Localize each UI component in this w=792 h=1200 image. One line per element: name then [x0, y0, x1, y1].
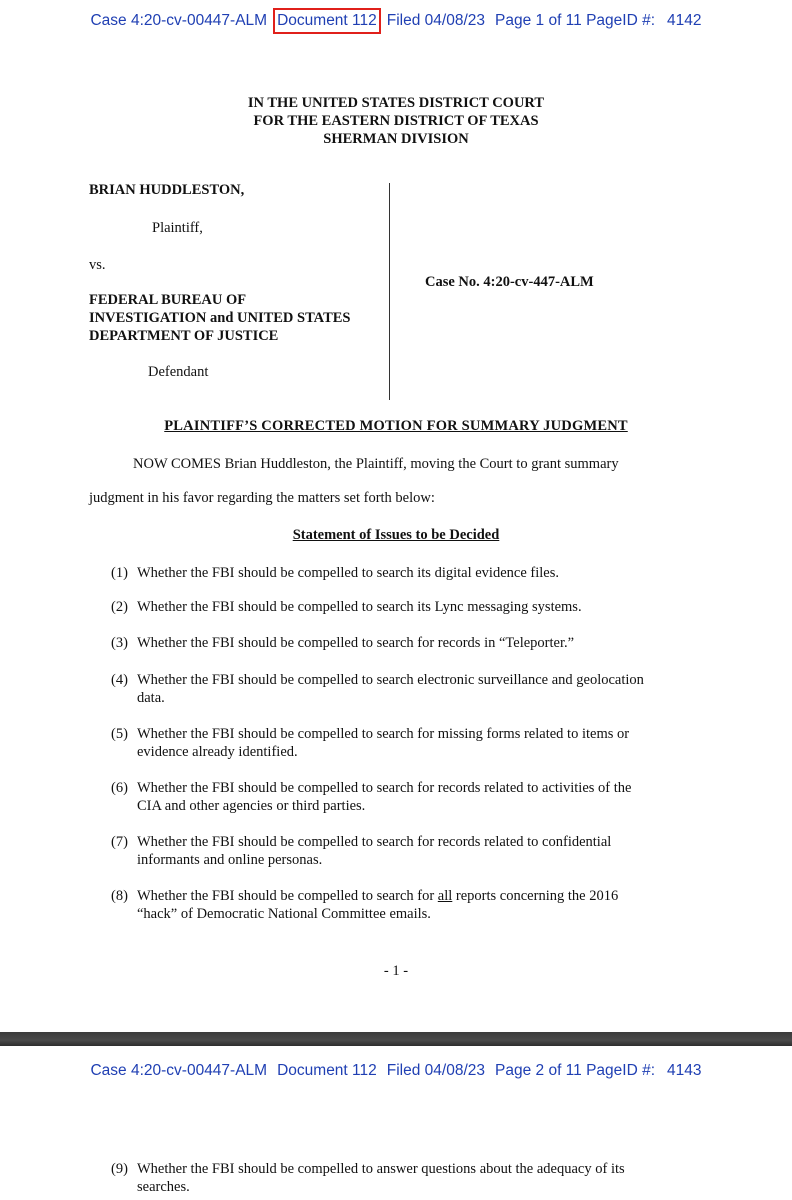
- issue-text-line-2: “hack” of Democratic National Committee emails.: [137, 906, 431, 922]
- issue-number: (7): [111, 834, 128, 850]
- intro-line-2: judgment in his favor regarding the matters set forth below:: [89, 490, 435, 506]
- issue-number: (4): [111, 672, 128, 688]
- issue-2: [111, 598, 711, 616]
- defendant-role: Defendant: [148, 364, 209, 380]
- issue-9: [111, 1160, 711, 1196]
- plaintiff-role: Plaintiff,: [152, 220, 203, 236]
- issue-text-line-1: Whether the FBI should be compelled to search for records related to confidential: [137, 834, 612, 850]
- ecf-header: [0, 1062, 792, 1080]
- issue-text: Whether the FBI should be compelled to search its digital evidence files.: [137, 565, 559, 581]
- issue-7: [111, 833, 711, 869]
- defendant-line-3: DEPARTMENT OF JUSTICE: [89, 328, 279, 344]
- issue-text-line-2: informants and online personas.: [137, 852, 323, 868]
- section-heading: Statement of Issues to be Decided: [292, 527, 500, 543]
- page-count: Page 2 of 11: [495, 1062, 582, 1079]
- issue-text: Whether the FBI should be compelled to search its Lync messaging systems.: [137, 599, 582, 615]
- case-number-header: Case 4:20-cv-00447-ALM: [90, 12, 268, 29]
- page-separator: [0, 1032, 792, 1046]
- issue-number: (1): [111, 565, 128, 581]
- issue-number: (2): [111, 599, 128, 615]
- case-number-header: Case 4:20-cv-00447-ALM: [90, 1062, 268, 1079]
- defendant-line-1: FEDERAL BUREAU OF: [89, 292, 247, 308]
- court-line-3: SHERMAN DIVISION: [323, 131, 469, 147]
- issue-text-line-1: Whether the FBI should be compelled to search for missing forms related to items or: [137, 726, 630, 742]
- pageid-value: 4142: [667, 12, 702, 29]
- document-number-highlighted: Document 112: [277, 12, 377, 29]
- issue-text-line-2: evidence already identified.: [137, 744, 298, 760]
- ecf-header: [0, 12, 792, 30]
- issue-number: (8): [111, 888, 128, 904]
- document-page-2: [0, 1046, 792, 1200]
- issue-number: (6): [111, 780, 128, 796]
- court-heading: [0, 94, 792, 148]
- issue-text-underlined: all: [437, 888, 453, 904]
- pageid-value: 4143: [667, 1062, 702, 1079]
- court-line-1: IN THE UNITED STATES DISTRICT COURT: [247, 95, 545, 111]
- filed-date: Filed 04/08/23: [386, 1062, 486, 1079]
- issue-6: [111, 779, 711, 815]
- document-number: Document 112: [277, 1062, 377, 1079]
- filed-date: Filed 04/08/23: [386, 12, 486, 29]
- plaintiff-name: BRIAN HUDDLESTON,: [89, 182, 245, 198]
- issue-text-line-2: CIA and other agencies or third parties.: [137, 798, 366, 814]
- court-line-2: FOR THE EASTERN DISTRICT OF TEXAS: [253, 113, 539, 129]
- intro-line-1: NOW COMES Brian Huddleston, the Plaintiff, moving the Court to grant summary: [133, 456, 619, 472]
- issue-4: [111, 671, 711, 707]
- issue-1: [111, 564, 711, 582]
- page-number: - 1 -: [383, 963, 409, 979]
- versus: vs.: [89, 257, 106, 273]
- issue-text-line-1: Whether the FBI should be compelled to search electronic surveillance and geolocation: [137, 672, 644, 688]
- issue-number: (9): [111, 1161, 128, 1177]
- case-number-caption: Case No. 4:20-cv-447-ALM: [425, 274, 594, 290]
- pageid-label: PageID #:: [586, 1062, 656, 1079]
- issue-number: (5): [111, 726, 128, 742]
- page-count: Page 1 of 11: [495, 12, 582, 29]
- issue-number: (3): [111, 635, 128, 651]
- issue-text-line-1: Whether the FBI should be compelled to search for records related to activities of the: [137, 780, 632, 796]
- pageid-label: PageID #:: [586, 12, 656, 29]
- issue-8: [111, 887, 711, 923]
- issue-3: [111, 634, 711, 652]
- defendant-line-2: INVESTIGATION and UNITED STATES: [89, 310, 351, 326]
- issue-text-line-1: [137, 887, 711, 905]
- issue-text-before: Whether the FBI should be compelled to search for: [137, 888, 438, 904]
- issue-text: Whether the FBI should be compelled to search for records in “Teleporter.”: [137, 635, 575, 651]
- issue-text-line-1: Whether the FBI should be compelled to answer questions about the adequacy of its: [137, 1161, 625, 1177]
- issue-text-line-2: searches.: [137, 1179, 190, 1195]
- issue-text-line-2: data.: [137, 690, 165, 706]
- caption-divider: [389, 183, 390, 400]
- motion-title: PLAINTIFF’S CORRECTED MOTION FOR SUMMARY JUDGMENT: [164, 418, 628, 434]
- issue-5: [111, 725, 711, 761]
- issue-text-after: reports concerning the 2016: [452, 888, 619, 904]
